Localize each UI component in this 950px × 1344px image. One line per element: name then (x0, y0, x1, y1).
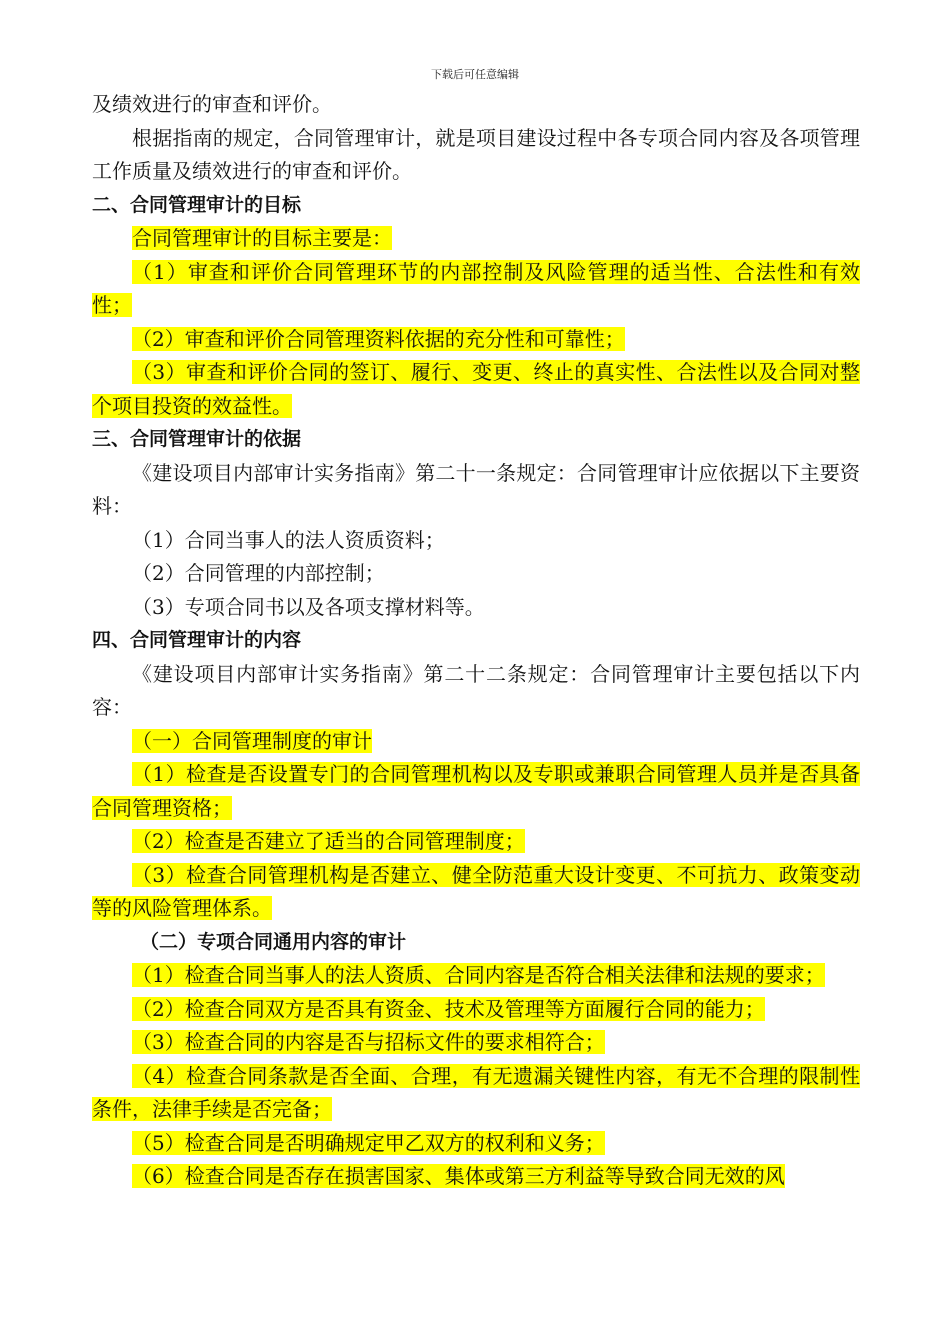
list-item: （2）合同管理的内部控制； (132, 561, 385, 585)
highlighted-text: （1）审查和评价合同管理环节的内部控制及风险管理的适当性、合法性和有效性； (92, 259, 860, 317)
section-heading: 三、合同管理审计的依据 (92, 428, 302, 450)
subsection-heading: （二）专项合同通用内容的审计 (140, 930, 407, 953)
highlighted-paragraph (92, 1160, 860, 1194)
section-heading: 二、合同管理审计的目标 (92, 193, 302, 216)
highlighted-paragraph (92, 256, 860, 323)
highlighted-subheading: （一）合同管理制度的审计 (132, 728, 372, 753)
highlighted-text: （3）审查和评价合同的签订、履行、变更、终止的真实性、合法性以及合同对整个项目投资的效益性。 (92, 360, 860, 418)
highlighted-paragraph (92, 993, 860, 1027)
highlighted-text: （2）检查是否建立了适当的合同管理制度； (132, 829, 525, 853)
highlighted-paragraph (92, 859, 860, 926)
highlighted-paragraph (92, 959, 860, 993)
highlighted-text: （4）检查合同条款是否全面、合理，有无遗漏关键性内容，有无不合理的限制性条件，法律手续是否完备； (92, 1063, 860, 1121)
highlighted-text: （3）检查合同的内容是否与招标文件的要求相符合； (132, 1030, 605, 1054)
highlighted-paragraph (92, 1060, 860, 1127)
highlighted-paragraph (92, 1127, 860, 1161)
highlighted-paragraph (92, 222, 860, 256)
highlighted-paragraph (92, 323, 860, 357)
paragraph: 《建设项目内部审计实务指南》第二十二条规定：合同管理审计主要包括以下内容： (92, 661, 860, 719)
highlighted-paragraph (92, 1026, 860, 1060)
list-item: （3）专项合同书以及各项支撑材料等。 (132, 594, 485, 619)
document-body (92, 88, 860, 1194)
paragraph: 及绩效进行的审查和评价。 (92, 92, 332, 116)
highlighted-text: （3）检查合同管理机构是否建立、健全防范重大设计变更、不可抗力、政策变动等的风险管理体系。 (92, 862, 860, 920)
page-header-note: 下载后可任意编辑 (431, 68, 519, 81)
highlighted-text: 合同管理审计的目标主要是： (132, 226, 392, 250)
paragraph: 根据指南的规定，合同管理审计，就是项目建设过程中各专项合同内容及各项管理工作质量及绩效进行的审查和评价。 (92, 125, 860, 183)
highlighted-text: （2）审查和评价合同管理资料依据的充分性和可靠性； (132, 326, 625, 351)
highlighted-paragraph (92, 758, 860, 825)
list-item: （1）合同当事人的法人资质资料； (132, 527, 445, 552)
highlighted-text: （1）检查合同当事人的法人资质、合同内容是否符合相关法律和法规的要求； (132, 963, 825, 987)
highlighted-text: （6）检查合同是否存在损害国家、集体或第三方利益等导致合同无效的风 (132, 1164, 785, 1188)
highlighted-paragraph (92, 825, 860, 859)
highlighted-text: （5）检查合同是否明确规定甲乙双方的权利和义务； (132, 1130, 605, 1155)
section-heading: 四、合同管理审计的内容 (92, 629, 302, 651)
highlighted-text: （2）检查合同双方是否具有资金、技术及管理等方面履行合同的能力； (132, 996, 765, 1021)
paragraph: 《建设项目内部审计实务指南》第二十一条规定：合同管理审计应依据以下主要资料： (92, 460, 860, 518)
highlighted-text: （1）检查是否设置专门的合同管理机构以及专职或兼职合同管理人员并是否具备合同管理资格； (92, 762, 860, 820)
highlighted-paragraph (92, 356, 860, 423)
highlighted-paragraph (92, 725, 860, 759)
